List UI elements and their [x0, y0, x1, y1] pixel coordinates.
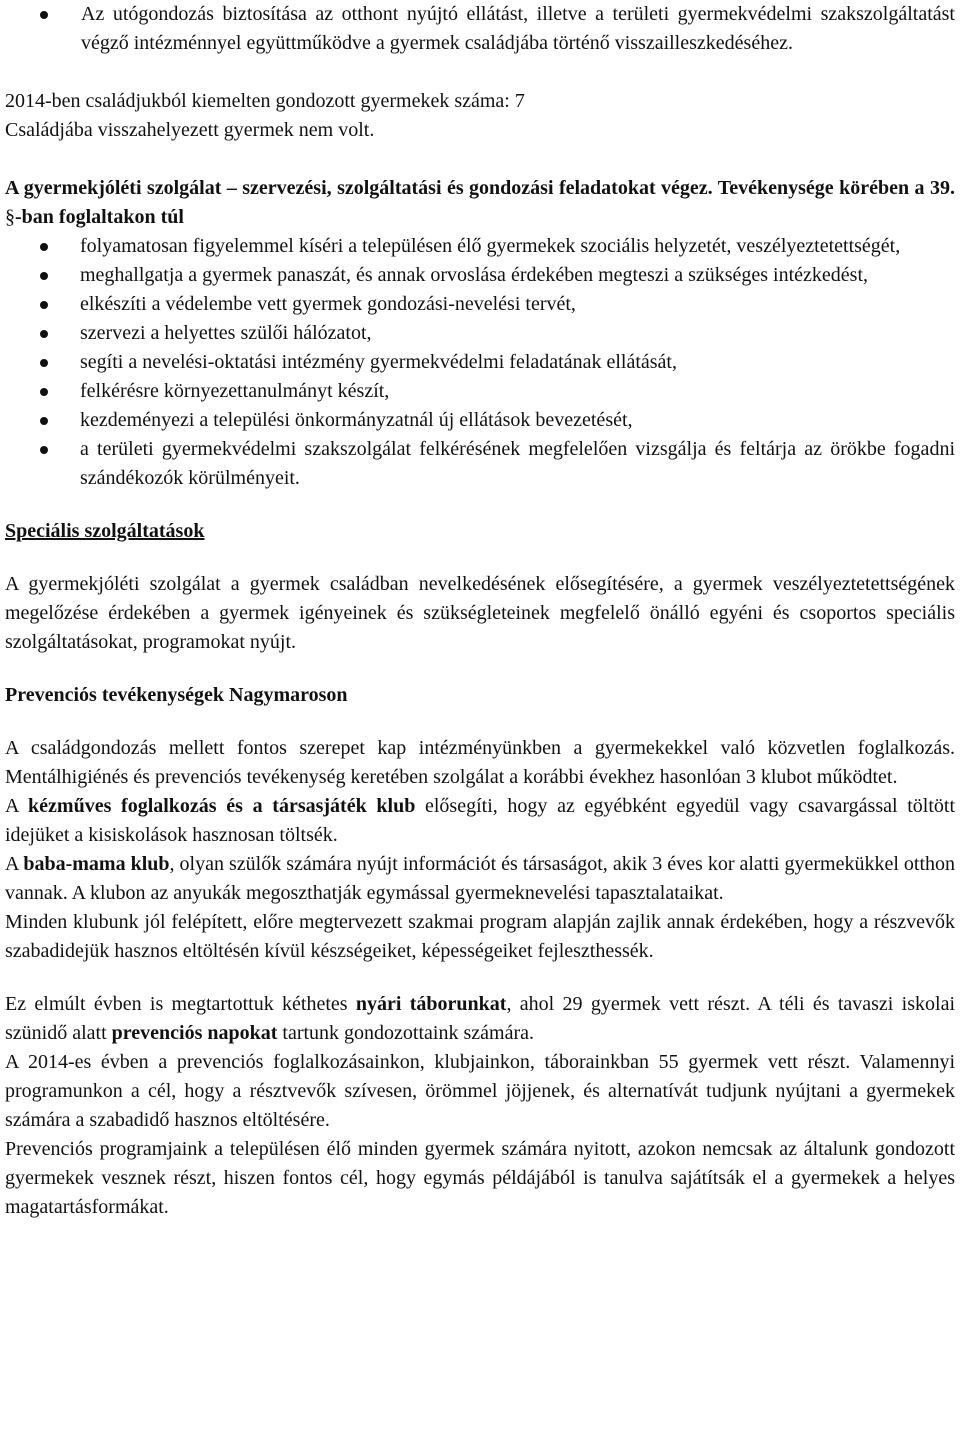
list-item: szervezi a helyettes szülői hálózatot, — [5, 319, 955, 348]
list-item: segíti a nevelési-oktatási intézmény gyermekvédelmi feladatának ellátását, — [5, 348, 955, 377]
duties-list — [5, 232, 955, 493]
baby-club-name: baba-mama klub — [23, 853, 170, 875]
craft-club-name: kézműves foglalkozás és a társasjáték klub — [28, 795, 416, 817]
prevention-intro: A családgondozás mellett fontos szerepet kap intézményünkben a gyermekekkel való közvetlen foglalkozás. Mentálhigiénés és prevenciós tevékenység keretében szolgálat a korábbi évekhez hasonlóan 3 klubot működtet. — [5, 737, 955, 788]
bullet-icon — [40, 301, 48, 309]
list-item: a területi gyermekvédelmi szakszolgálat felkérésének megfelelően vizsgálja és feltárja az örökbe fogadni szándékozók körülményeit. — [5, 435, 955, 493]
bullet-icon — [40, 11, 48, 19]
baby-club-paragraph: A baba-mama klub, olyan szülők számára nyújt információt és társaságot, akik 3 éves kor alatti gyermekükkel otthon vannak. A klubon az anyukák megoszthatják egymással gyermeknevelési tapasztalataikat. — [5, 853, 955, 904]
bullet-icon — [40, 388, 48, 396]
list-item: elkészíti a védelembe vett gyermek gondozási-nevelési tervét, — [5, 290, 955, 319]
list-item: folyamatosan figyelemmel kíséri a településen élő gyermekek szociális helyzetét, veszélyeztetettségét, — [5, 232, 955, 261]
bullet-icon — [40, 330, 48, 338]
special-services-text: A gyermekjóléti szolgálat a gyermek családban nevelkedésének elősegítésére, a gyermek veszélyeztetettségének megelőzése érdekében a gyermek igényeinek és szükségleteinek megfelelő önálló egyéni és csoportos speciális szolgáltatásokat, programokat nyújt. — [5, 573, 955, 653]
welfare-service-heading: A gyermekjóléti szolgálat – szervezési, szolgáltatási és gondozási feladatokat végez. Tevékenysége körében a 39. §-ban foglaltakon túl — [5, 177, 955, 228]
stats-returned-children: Családjába visszahelyezett gyermek nem volt. — [5, 119, 375, 141]
bullet-icon — [40, 446, 48, 454]
special-services-title: Speciális szolgáltatások — [5, 520, 205, 542]
list-item-text: Az utógondozás biztosítása az otthont nyújtó ellátást, illetve a területi gyermekvédelmi szakszolgáltatást végző intézménnyel együttműködve a gyermek családjába történő visszailleszkedéséhez. — [81, 3, 955, 54]
list-item: meghallgatja a gyermek panaszát, és annak orvoslása érdekében megteszi a szükséges intézkedést, — [5, 261, 955, 290]
list-item: felkérésre környezettanulmányt készít, — [5, 377, 955, 406]
camp-paragraph: Ez elmúlt évben is megtartottuk kéthetes nyári táborunkat, ahol 29 gyermek vett részt. A téli és tavaszi iskolai szünidő alatt prevenciós napokat tartunk gondozottaink számára. — [5, 993, 956, 1044]
clubs-paragraph: Minden klubunk jól felépített, előre megtervezett szakmai program alapján zajlik annak érdekében, hogy a részvevők szabadidejük hasznos eltöltésén kívül készségeiket, képességeiket fejleszthessék. — [5, 911, 955, 962]
craft-club-paragraph: A kézműves foglalkozás és a társasjáték klub elősegíti, hogy az egyébként egyedül vagy csavargással töltött idejüket a kisiskolások hasznosan töltsék. — [5, 795, 956, 846]
year-2014-paragraph: A 2014-es évben a prevenciós foglalkozásainkon, klubjainkon, táborainkban 55 gyermek vett részt. Valamennyi programunkon a cél, hogy a résztvevők szívesen, örömmel jöjjenek, és alternatívát tudjunk nyújtani a gyermekek számára a szabadidő hasznos eltöltésére. — [5, 1051, 955, 1131]
bullet-icon — [40, 243, 48, 251]
open-programs-paragraph: Prevenciós programjaink a településen élő minden gyermek számára nyitott, azokon nemcsak az általunk gondozott gyermekek vesznek részt, hiszen fontos cél, hogy egymás példájából is tanulva sajátítsák el a gyermekek a helyes magatartásformákat. — [5, 1138, 955, 1218]
bullet-icon — [40, 417, 48, 425]
summer-camp-name: nyári táborunkat — [355, 993, 507, 1015]
prevention-days-name: prevenciós napokat — [111, 1022, 278, 1044]
bullet-icon — [40, 359, 48, 367]
bullet-icon — [40, 272, 48, 280]
list-item: kezdeményezi a települési önkormányzatnál új ellátások bevezetését, — [5, 406, 955, 435]
list-item — [5, 0, 955, 58]
prevention-title: Prevenciós tevékenységek Nagymaroson — [5, 684, 348, 706]
top-bullet-list — [5, 0, 955, 58]
stats-placed-children: 2014-ben családjukból kiemelten gondozott gyermekek száma: 7 — [5, 90, 525, 112]
